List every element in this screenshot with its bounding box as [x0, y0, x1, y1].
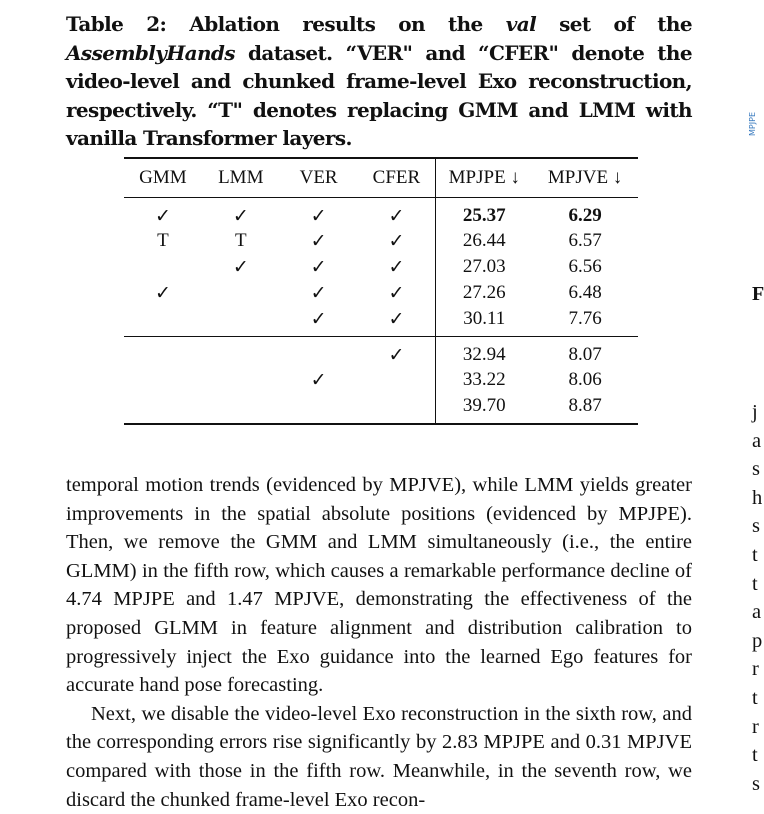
cell-cfer: ✓	[358, 228, 436, 254]
cell-ver: ✓	[310, 230, 327, 252]
table-header-row	[124, 158, 638, 198]
cell-mpjpe: 30.11	[436, 306, 532, 337]
cell-mpjpe: 26.44	[462, 230, 506, 251]
cell-cfer	[358, 367, 436, 393]
paragraph: temporal motion trends (evidenced by MPJVE), while LMM yields greater improvements in the spatial absolute positions (evidenced by MPJPE). Then, we remove the GMM and LMM simultaneously (i.e., the entire GLMM) in the fifth row, which causes a remarkable performance decline of 4.74 MPJPE and 1.47 MPJVE, demonstrating the effectiveness of the proposed GLMM in feature alignment and distribution calibration to progressively inject the Exo guidance into the learned Ego features for accurate hand pose forecasting.	[66, 474, 692, 697]
cell-ver: ✓	[310, 282, 327, 304]
cell-cfer: ✓	[358, 337, 436, 368]
header-mpjpe: MPJPE ↓	[436, 158, 532, 198]
cell-mpjpe: 27.26	[462, 282, 506, 303]
cell-gmm	[124, 306, 202, 337]
table-row	[124, 367, 638, 393]
cell-mpjve: 6.29	[568, 205, 602, 226]
cell-lmm: T	[234, 230, 247, 251]
cell-gmm	[124, 254, 202, 280]
cell-cfer: ✓	[358, 254, 436, 280]
cell-cfer: ✓	[358, 198, 436, 229]
header-gmm: GMM	[124, 158, 202, 198]
header-mpjve: MPJVE ↓	[532, 158, 638, 198]
body-text	[66, 471, 692, 814]
cell-ver: ✓	[280, 306, 358, 337]
table-caption: Table 2: Ablation results on the val set of the AssemblyHands dataset. “VER" and “CFER" denote the video-level and chunked frame-level Exo reconstruction, respectively. “T" denotes replacing GMM and LMM with vanilla Transformer layers.	[66, 12, 692, 150]
table-row	[124, 198, 638, 229]
table-row	[124, 228, 638, 254]
table-row	[124, 306, 638, 337]
table-row	[124, 280, 638, 306]
cell-gmm	[124, 393, 202, 424]
cell-cfer: ✓	[358, 306, 436, 337]
cell-lmm	[202, 280, 280, 306]
cell-cfer: ✓	[358, 280, 436, 306]
header-lmm: LMM	[202, 158, 280, 198]
cell-ver	[280, 337, 358, 368]
cell-lmm: ✓	[232, 256, 249, 278]
cell-lmm	[202, 367, 280, 393]
cell-mpjve: 8.87	[568, 395, 602, 416]
caption-dataset: AssemblyHands	[66, 40, 235, 65]
cell-mpjpe: 27.03	[462, 256, 506, 277]
cropped-heading-letter: F	[752, 283, 764, 305]
cell-mpjve: 8.06	[568, 369, 602, 390]
cell-mpjve: 6.56	[568, 256, 602, 277]
cell-mpjve: 6.48	[568, 282, 602, 303]
cell-mpjpe: 25.37	[462, 205, 506, 226]
cell-ver: ✓	[310, 256, 327, 278]
cropped-axis-label: MPJPE	[748, 112, 757, 136]
cell-cfer	[358, 393, 436, 424]
cell-gmm: T	[157, 230, 169, 251]
table-row	[124, 254, 638, 280]
table-row	[124, 337, 638, 368]
paragraph: Next, we disable the video-level Exo reconstruction in the sixth row, and the corresponding errors rise significantly by 2.83 MPJPE and 0.31 MPJVE compared with those in the fifth row. Meanwhile, in the seventh row, we discard the chunked frame-level Exo recon-	[66, 702, 692, 811]
cell-gmm	[124, 367, 202, 393]
table-row	[124, 393, 638, 424]
cell-mpjve: 6.57	[568, 230, 602, 251]
header-cfer: CFER	[358, 158, 436, 198]
cropped-column-text: j a s h s t t a p r t r t s	[752, 401, 763, 795]
ablation-table	[124, 157, 638, 425]
caption-val: val	[505, 12, 537, 36]
header-ver: VER	[280, 158, 358, 198]
cell-lmm: ✓	[232, 205, 249, 227]
cell-gmm: ✓	[154, 205, 171, 227]
cell-mpjpe: 32.94	[462, 344, 506, 365]
cell-mpjve: 8.07	[568, 344, 602, 365]
cell-ver: ✓	[310, 369, 327, 391]
cell-gmm: ✓	[154, 282, 171, 304]
cell-mpjve: 7.76	[532, 306, 638, 337]
cell-lmm	[202, 306, 280, 337]
cell-gmm	[124, 337, 202, 368]
cell-ver	[280, 393, 358, 424]
cell-ver: ✓	[310, 205, 327, 227]
cell-lmm	[202, 337, 280, 368]
cell-mpjpe: 39.70	[462, 395, 506, 416]
cell-lmm	[202, 393, 280, 424]
cell-mpjpe: 33.22	[462, 369, 506, 390]
